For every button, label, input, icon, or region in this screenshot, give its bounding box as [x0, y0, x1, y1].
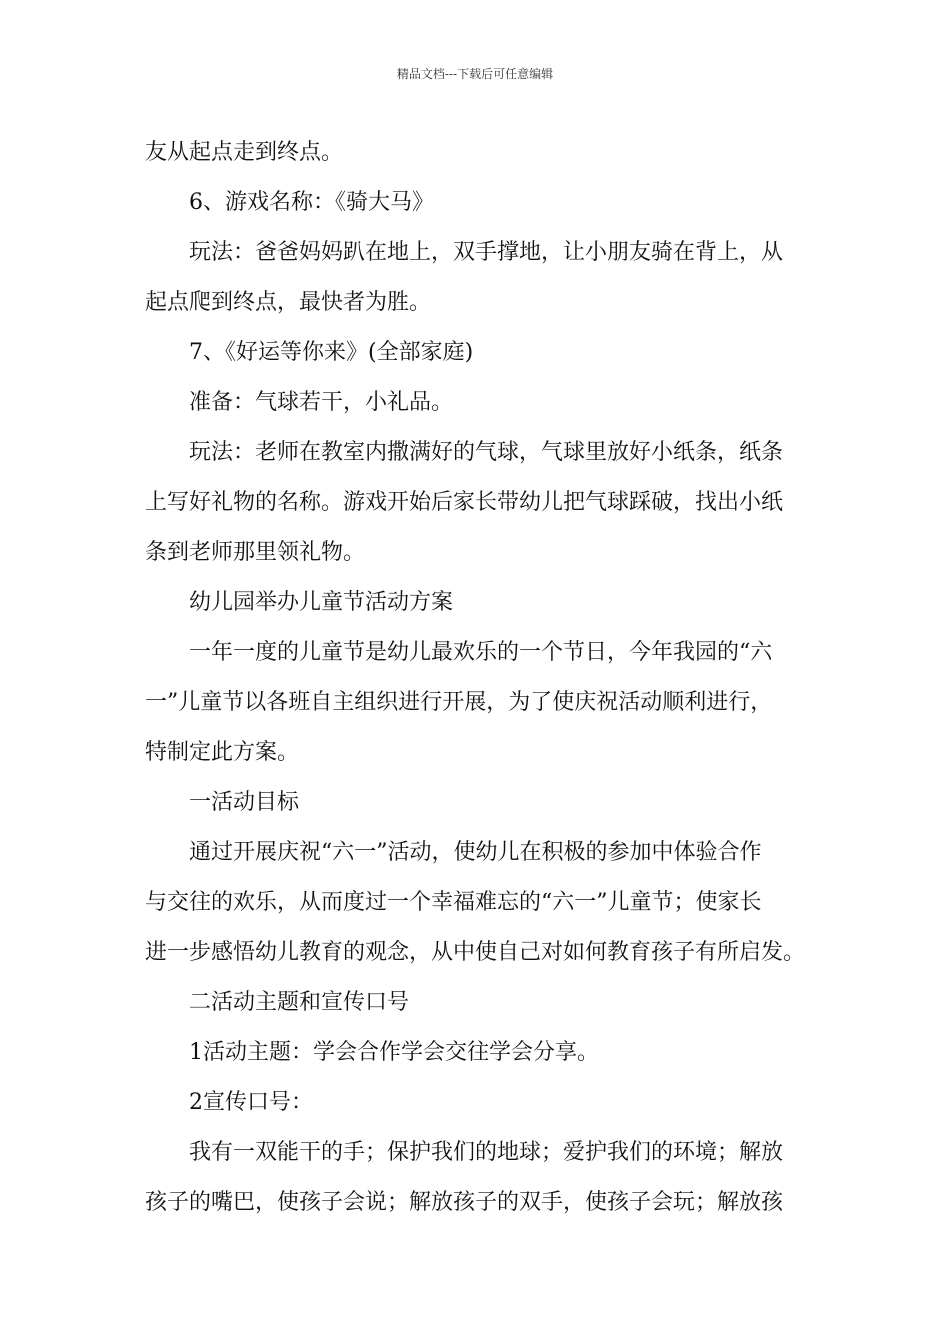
- text-line: 玩法：老师在教室内撒满好的气球，气球里放好小纸条，纸条: [189, 440, 784, 465]
- page-header: 精品文档---下载后可任意编辑: [396, 67, 554, 81]
- text-line: 起点爬到终点，最快者为胜。: [145, 290, 432, 315]
- text-line: 1活动主题：学会合作学会交往学会分享。: [189, 1040, 599, 1065]
- text-line: 进一步感悟幼儿教育的观念，从中使自己对如何教育孩子有所启发。: [145, 940, 806, 965]
- text-line: 特制定此方案。: [145, 740, 300, 765]
- text-line: 2宣传口号：: [189, 1090, 313, 1115]
- text-line: 与交往的欢乐，从而度过一个幸福难忘的“六一”儿童节；使家长: [145, 890, 762, 915]
- text-line: 准备：气球若干，小礼品。: [189, 390, 454, 415]
- text-line: 6、游戏名称：《骑大马》: [189, 190, 434, 215]
- text-line: 一活动目标: [189, 790, 300, 815]
- text-line: 友从起点走到终点。: [145, 140, 344, 165]
- text-line: 一”儿童节以各班自主组织进行开展，为了使庆祝活动顺利进行，: [145, 690, 773, 715]
- text-line: 通过开展庆祝“六一”活动，使幼儿在积极的参加中体验合作: [189, 840, 762, 865]
- text-line: 条到老师那里领礼物。: [145, 540, 366, 565]
- text-line: 7、《好运等你来》(全部家庭): [189, 340, 474, 365]
- text-line: 孩子的嘴巴，使孩子会说；解放孩子的双手，使孩子会玩；解放孩: [145, 1190, 784, 1215]
- text-line: 幼儿园举办儿童节活动方案: [189, 590, 454, 615]
- text-line: 二活动主题和宣传口号: [189, 990, 410, 1015]
- text-line: 上写好礼物的名称。游戏开始后家长带幼儿把气球踩破，找出小纸: [145, 490, 784, 515]
- document-body: [145, 128, 810, 1228]
- text-line: 我有一双能干的手；保护我们的地球；爱护我们的环境；解放: [189, 1140, 784, 1165]
- text-line: 一年一度的儿童节是幼儿最欢乐的一个节日，今年我园的“六: [189, 640, 773, 665]
- text-line: 玩法：爸爸妈妈趴在地上，双手撑地，让小朋友骑在背上，从: [189, 240, 784, 265]
